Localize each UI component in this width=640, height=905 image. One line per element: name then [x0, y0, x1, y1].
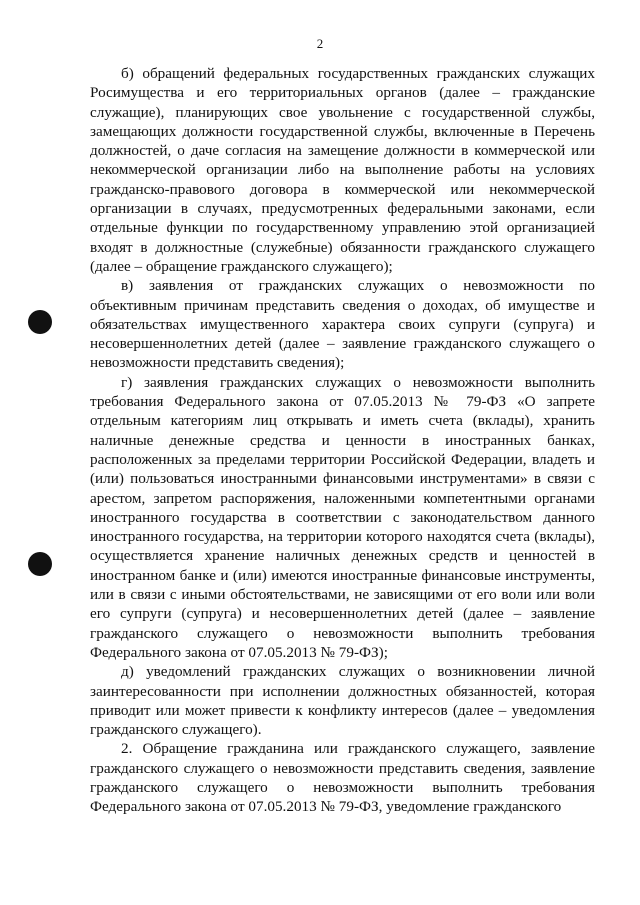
paragraph-d: д) уведомлений гражданских служащих о возникновении личной заинтересованности при исполнении должностных обязанностей, которая приводит или может привести к конфликту интересов (далее – уведомления гражданского служащего).: [90, 663, 595, 739]
punch-hole-mark: [28, 552, 52, 576]
paragraph-g: г) заявления гражданских служащих о невозможности выполнить требования Федерального закона от 07.05.2013 № 79-ФЗ «О запрете отдельным категориям лиц открывать и иметь счета (вклады), хранить наличные денежные средства и ценности в иностранных банках, расположенных за пределами территории Российской Федерации, владеть и (или) пользоваться иностранными финансовыми инструментами» в связи с арестом, запретом распоряжения, наложенными компетентными органами иностранного государства в соответствии с законодательством данного иностранного государства, на территории которого находятся счета (вклады), осуществляется хранение наличных денежных средств и ценностей в иностранном банке и (или) имеются иностранные финансовые инструменты, или в связи с иными обстоятельствами, не зависящими от его воли или воли его супруги (супруга) и несовершеннолетних детей (далее – заявление гражданского служащего о невозможности выполнить требования Федерального закона от 07.05.2013 № 79-ФЗ);: [90, 373, 595, 661]
paragraph-v: в) заявления от гражданских служащих о невозможности по объективным причинам представить сведения о доходах, об имуществе и обязательствах имущественного характера своих супруги (супруга) и несовершеннолетних детей (далее – заявление гражданского служащего о невозможности представить сведения);: [90, 277, 595, 372]
document-body: [90, 64, 595, 817]
paragraph-2: 2. Обращение гражданина или гражданского служащего, заявление гражданского служащего о невозможности представить сведения, заявление гражданского служащего о невозможности выполнить требования Федерального закона от 07.05.2013 № 79-ФЗ, уведомление гражданского: [90, 740, 595, 816]
paragraph-b: б) обращений федеральных государственных гражданских служащих Росимущества и его территориальных органов (далее – гражданские служащие), планирующих свое увольнение с государственной службы, замещающих должности государственной службы, включенные в Перечень должностей, о даче согласия на замещение должности в коммерческой или некоммерческой организации либо на выполнение работы на условиях гражданско-правового договора в коммерческой или некоммерческой организации в случаях, предусмотренных федеральными законами, если отдельные функции по государственному управлению этой организацией входят в должностные (служебные) обязанности гражданского служащего (далее – обращение гражданского служащего);: [90, 65, 595, 275]
punch-hole-mark: [28, 310, 52, 334]
page-number: 2: [316, 36, 324, 51]
